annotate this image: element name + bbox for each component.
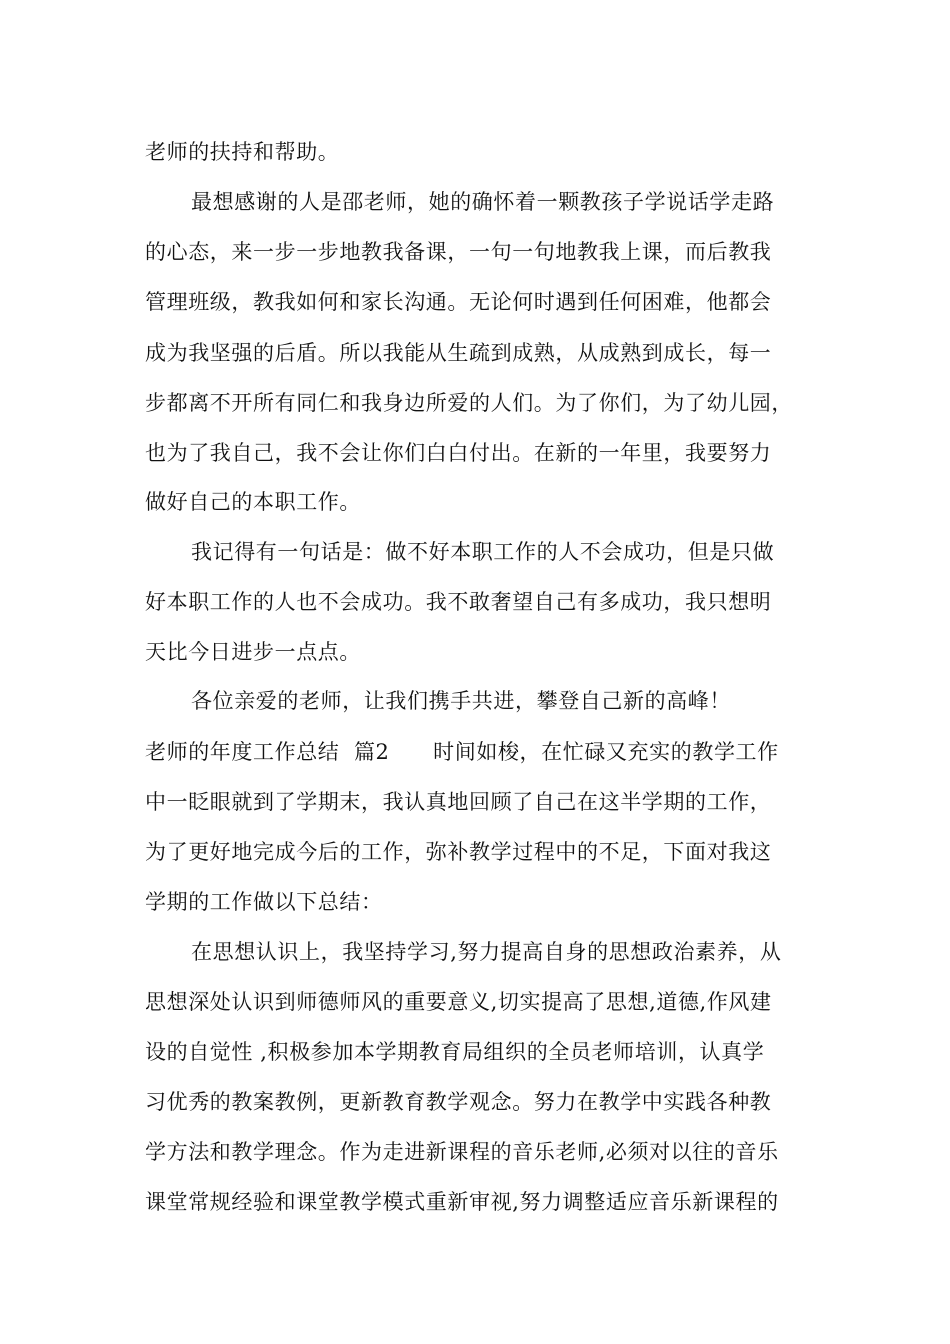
text-line-16: 学期的工作做以下总结： xyxy=(145,890,383,914)
text-line-11: 天比今日进步一点点。 xyxy=(145,640,361,664)
text-line-15: 为了更好地完成今后的工作，弥补教学过程中的不足，下面对我这 xyxy=(145,840,772,864)
text-line-10: 好本职工作的人也不会成功。我不敢奢望自己有多成功，我只想明 xyxy=(145,590,772,614)
text-line-8: 做好自己的本职工作。 xyxy=(145,490,361,514)
text-line-7: 也为了我自己，我不会让你们白白付出。在新的一年里，我要努力 xyxy=(145,441,772,465)
text-line-20: 习优秀的教案教例，更新教育教学观念。努力在教学中实践各种教 xyxy=(145,1090,772,1114)
text-line-1: 老师的扶持和帮助。 xyxy=(145,140,340,164)
text-line-22: 课堂常规经验和课堂教学模式重新审视,努力调整适应音乐新课程的 xyxy=(145,1190,779,1214)
text-line-6: 步都离不开所有同仁和我身边所爱的人们。为了你们，为了幼儿园， xyxy=(145,391,793,415)
text-line-5: 成为我坚强的后盾。所以我能从生疏到成熟，从成熟到成长，每一 xyxy=(145,341,772,365)
text-line-9: 我记得有一句话是：做不好本职工作的人不会成功，但是只做 xyxy=(191,540,775,564)
text-line-21: 学方法和教学理念。作为走进新课程的音乐老师,必须对以往的音乐 xyxy=(145,1140,779,1164)
text-line-19: 设的自觉性 ,积极参加本学期教育局组织的全员老师培训，认真学 xyxy=(145,1040,765,1064)
section-heading-line: 老师的年度工作总结 篇2 时间如梭，在忙碌又充实的教学工作 xyxy=(145,740,779,764)
text-line-14: 中一眨眼就到了学期末，我认真地回顾了自己在这半学期的工作， xyxy=(145,790,772,814)
text-line-12: 各位亲爱的老师，让我们携手共进，攀登自己新的高峰！ xyxy=(191,689,731,713)
text-line-17: 在思想认识上，我坚持学习,努力提高自身的思想政治素养，从 xyxy=(191,940,782,964)
text-line-2: 最想感谢的人是邵老师，她的确怀着一颗教孩子学说话学走路 xyxy=(191,190,775,214)
text-line-4: 管理班级，教我如何和家长沟通。无论何时遇到任何困难，他都会 xyxy=(145,290,772,314)
text-line-18: 思想深处认识到师德师风的重要意义,切实提高了思想,道德,作风建 xyxy=(145,990,772,1014)
text-line-3: 的心态，来一步一步地教我备课，一句一句地教我上课，而后教我 xyxy=(145,240,772,264)
